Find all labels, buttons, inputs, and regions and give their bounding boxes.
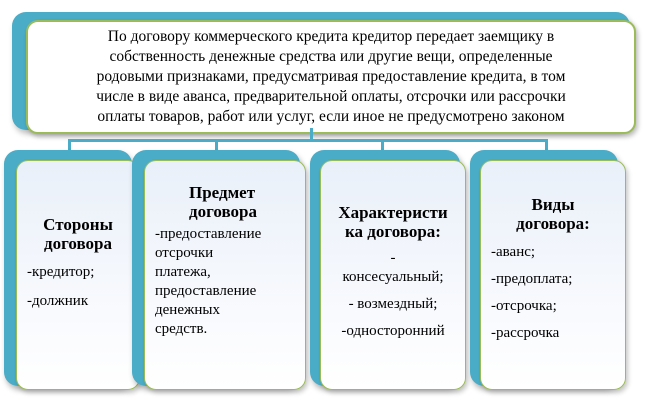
column-types-title [491,195,615,233]
definition-line-4: числе в виде аванса, предварительной оплаты, отсрочки или рассрочки [96,88,566,105]
column-characteristics-title-line-1: Характеристи [338,203,448,222]
column-types-item-2: -предоплата; [491,271,573,287]
column-types [480,160,626,390]
definition-text [96,27,566,127]
definition-line-1: По договору коммерческого кредита кредитор передает заемщику в [107,28,555,45]
column-types-title-line-2: договора: [516,214,590,233]
column-subject-title-line-2: договора [189,202,257,221]
column-subject-item-5: денежных [155,302,220,318]
column-subject [144,160,306,390]
column-subject-item-4: предоставление [155,283,257,299]
column-characteristics [320,160,466,390]
column-subject-item-3: платежа, [155,264,211,280]
column-parties-title-line-2: договора [44,234,112,253]
column-types-item-4: -рассрочка [491,325,560,341]
definition-line-5: оплаты товаров, работ или услуг, если иное не предусмотрено законом [97,108,565,125]
connector-stem [310,128,313,141]
column-parties-item-2: -должник [27,293,89,309]
definition-line-2: собственность денежные средства или другие вещи, определенные [109,48,553,65]
column-parties-item-1: -кредитор; [27,264,95,280]
definition-line-3: родовыми признаками, предусматривая предоставление кредита, в том [96,68,566,85]
column-parties-title [27,215,129,253]
column-subject-item-2: отсрочки [155,245,214,261]
column-subject-item-6: средств. [155,321,208,337]
column-characteristics-item-4: -односторонний [341,323,445,339]
column-characteristics-item-2: консесуальный; [342,269,444,285]
column-characteristics-title [331,203,455,241]
column-subject-title-line-1: Предмет [189,183,256,202]
column-characteristics-title-line-2: ка договора: [345,222,441,241]
column-parties [16,160,140,390]
column-parties-title-line-1: Стороны [43,215,113,234]
column-types-title-line-1: Виды [531,195,575,214]
column-characteristics-item-3: - возмездный; [348,296,438,312]
definition-banner [26,20,636,134]
column-types-item-3: -отсрочка; [491,298,557,314]
column-subject-item-1: -предоставление [155,226,262,242]
connector-horizontal [68,139,548,142]
column-subject-title [155,183,295,221]
column-types-item-1: -аванс; [491,244,536,260]
column-characteristics-item-1: - [390,250,396,266]
